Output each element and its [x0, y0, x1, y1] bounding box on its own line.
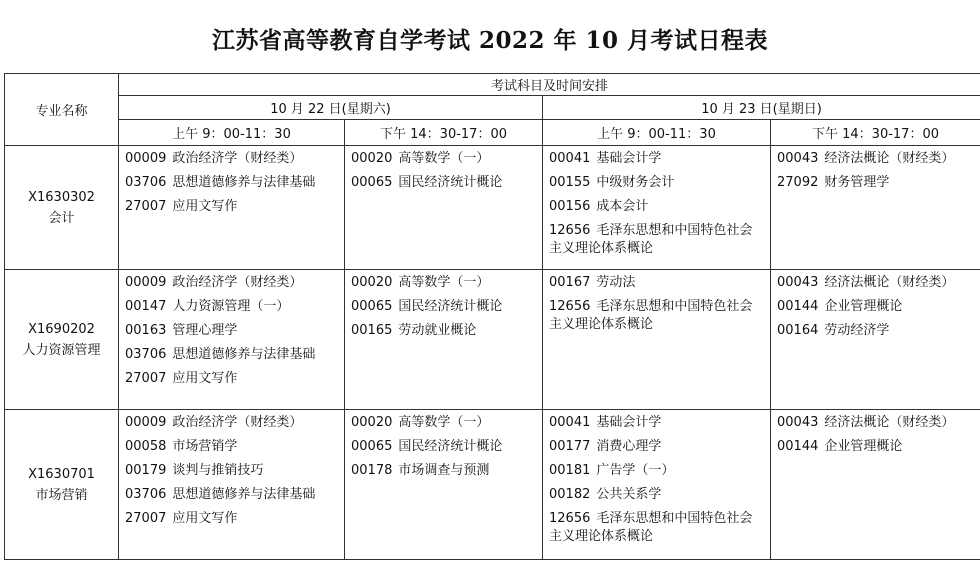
- exam-code: 00156: [549, 199, 591, 214]
- major-row: [5, 146, 980, 270]
- exam-code: 00020: [351, 415, 393, 430]
- exam-code: 00043: [777, 275, 819, 290]
- exam-name: 国民经济统计概论: [398, 175, 503, 190]
- exam-item: [125, 174, 338, 192]
- exam-item: [777, 174, 974, 192]
- exam-code: 00020: [351, 151, 393, 166]
- exam-name: 财务管理学: [824, 175, 890, 190]
- exam-name: 劳动经济学: [824, 323, 890, 338]
- exam-name: 劳动就业概论: [398, 323, 477, 338]
- exam-code: 00065: [351, 299, 393, 314]
- exam-name: 基础会计学: [596, 151, 662, 166]
- exam-item: [125, 298, 338, 316]
- exam-item: [549, 274, 764, 292]
- exam-item: [549, 150, 764, 168]
- exam-code: 00058: [125, 439, 167, 454]
- exam-code: 03706: [125, 347, 167, 362]
- exam-item: [125, 322, 338, 340]
- exam-code: 00182: [549, 487, 591, 502]
- exam-code: 00179: [125, 463, 167, 478]
- session-cell: [119, 146, 345, 270]
- exam-code: 00144: [777, 439, 819, 454]
- exam-item: [549, 414, 764, 432]
- session-header: 上午 9：00-11：30: [543, 120, 771, 146]
- exam-name: 经济法概论（财经类）: [824, 415, 955, 430]
- exam-name: 国民经济统计概论: [398, 439, 503, 454]
- exam-name: 高等数学（一）: [398, 275, 490, 290]
- exam-item: [351, 150, 536, 168]
- exam-item: [351, 462, 536, 480]
- exam-item: [549, 222, 764, 258]
- major-row: [5, 410, 980, 560]
- session-header: 上午 9：00-11：30: [119, 120, 345, 146]
- exam-name: 基础会计学: [596, 415, 662, 430]
- exam-name: 广告学（一）: [596, 463, 675, 478]
- exam-name: 政治经济学（财经类）: [172, 415, 303, 430]
- exam-code: 00065: [351, 175, 393, 190]
- exam-name: 谈判与推销技巧: [172, 463, 264, 478]
- exam-name: 公共关系学: [596, 487, 662, 502]
- exam-item: [549, 486, 764, 504]
- major-cell: [5, 410, 119, 560]
- exam-name: 市场营销学: [172, 439, 238, 454]
- exam-item: [125, 346, 338, 364]
- exam-name: 劳动法: [596, 275, 636, 290]
- exam-name: 经济法概论（财经类）: [824, 151, 955, 166]
- session-cell: [119, 270, 345, 410]
- exam-item: [125, 462, 338, 480]
- exam-name: 高等数学（一）: [398, 415, 490, 430]
- major-name: 会计: [48, 210, 75, 226]
- exam-item: [125, 150, 338, 168]
- exam-code: 00043: [777, 415, 819, 430]
- exam-code: 00020: [351, 275, 393, 290]
- session-cell: [771, 270, 980, 410]
- exam-code: 00009: [125, 275, 167, 290]
- exam-item: [549, 298, 764, 334]
- exam-item: [351, 274, 536, 292]
- exam-code: 00065: [351, 439, 393, 454]
- major-cell: [5, 146, 119, 270]
- exam-code: 03706: [125, 175, 167, 190]
- exam-code: 00167: [549, 275, 591, 290]
- exam-name: 应用文写作: [172, 371, 238, 386]
- session-cell: [345, 146, 543, 270]
- exam-name: 企业管理概论: [824, 439, 903, 454]
- schedule-body: [5, 146, 980, 560]
- exam-name: 人力资源管理（一）: [172, 299, 290, 314]
- exam-name: 经济法概论（财经类）: [824, 275, 955, 290]
- exam-code: 00181: [549, 463, 591, 478]
- exam-item: [777, 322, 974, 340]
- exam-code: 00164: [777, 323, 819, 338]
- exam-name: 高等数学（一）: [398, 151, 490, 166]
- exam-code: 00165: [351, 323, 393, 338]
- exam-code: 00177: [549, 439, 591, 454]
- exam-code: 00155: [549, 175, 591, 190]
- exam-name: 市场调查与预测: [398, 463, 490, 478]
- session-cell: [543, 146, 771, 270]
- exam-item: [777, 298, 974, 316]
- session-header: 下午 14：30-17：00: [345, 120, 543, 146]
- exam-code: 00041: [549, 415, 591, 430]
- major-code: X1690202: [28, 321, 95, 337]
- exam-name: 管理心理学: [172, 323, 238, 338]
- exam-item: [549, 510, 764, 546]
- schedule-header: 考试科目及时间安排: [119, 74, 980, 96]
- exam-item: [351, 414, 536, 432]
- exam-item: [351, 298, 536, 316]
- exam-code: 00163: [125, 323, 167, 338]
- exam-item: [125, 438, 338, 456]
- major-name: 市场营销: [35, 487, 88, 503]
- exam-item: [125, 198, 338, 216]
- exam-item: [125, 510, 338, 528]
- session-cell: [345, 270, 543, 410]
- exam-code: 00144: [777, 299, 819, 314]
- exam-item: [125, 370, 338, 388]
- page-title: 江苏省高等教育自学考试 2022 年 10 月考试日程表: [211, 27, 769, 54]
- exam-code: 27007: [125, 199, 167, 214]
- session-cell: [543, 410, 771, 560]
- exam-item: [777, 414, 974, 432]
- session-cell: [345, 410, 543, 560]
- major-name: 人力资源管理: [22, 342, 101, 358]
- exam-code: 27092: [777, 175, 819, 190]
- exam-code: 00147: [125, 299, 167, 314]
- exam-code: 00178: [351, 463, 393, 478]
- exam-name: 政治经济学（财经类）: [172, 151, 303, 166]
- exam-schedule-table: [4, 73, 980, 560]
- exam-item: [125, 414, 338, 432]
- exam-name: 应用文写作: [172, 511, 238, 526]
- session-cell: [771, 410, 980, 560]
- exam-code: 12656: [549, 223, 591, 238]
- exam-item: [125, 274, 338, 292]
- exam-code: 00009: [125, 151, 167, 166]
- exam-item: [777, 150, 974, 168]
- day-header-2: 10 月 23 日(星期日): [543, 96, 980, 120]
- exam-item: [777, 274, 974, 292]
- session-cell: [771, 146, 980, 270]
- major-code: X1630302: [28, 189, 95, 205]
- exam-item: [549, 198, 764, 216]
- exam-code: 27007: [125, 511, 167, 526]
- session-header: 下午 14：30-17：00: [771, 120, 980, 146]
- exam-name: 企业管理概论: [824, 299, 903, 314]
- exam-item: [351, 322, 536, 340]
- exam-name: 思想道德修养与法律基础: [172, 175, 316, 190]
- exam-item: [549, 438, 764, 456]
- exam-code: 00041: [549, 151, 591, 166]
- exam-code: 12656: [549, 299, 591, 314]
- exam-name: 毛泽东思想和中国特色社会主义理论体系概论: [549, 223, 753, 256]
- exam-item: [125, 486, 338, 504]
- exam-item: [351, 438, 536, 456]
- exam-name: 成本会计: [596, 199, 649, 214]
- exam-name: 毛泽东思想和中国特色社会主义理论体系概论: [549, 511, 753, 544]
- exam-item: [549, 174, 764, 192]
- exam-name: 国民经济统计概论: [398, 299, 503, 314]
- exam-name: 政治经济学（财经类）: [172, 275, 303, 290]
- exam-name: 思想道德修养与法律基础: [172, 487, 316, 502]
- exam-code: 03706: [125, 487, 167, 502]
- exam-name: 应用文写作: [172, 199, 238, 214]
- major-cell: [5, 270, 119, 410]
- exam-code: 12656: [549, 511, 591, 526]
- session-cell: [543, 270, 771, 410]
- exam-name: 思想道德修养与法律基础: [172, 347, 316, 362]
- major-code: X1630701: [28, 466, 95, 482]
- exam-item: [549, 462, 764, 480]
- exam-item: [351, 174, 536, 192]
- exam-code: 27007: [125, 371, 167, 386]
- major-header: 专业名称: [5, 74, 119, 146]
- exam-item: [777, 438, 974, 456]
- exam-code: 00043: [777, 151, 819, 166]
- major-row: [5, 270, 980, 410]
- day-header-1: 10 月 22 日(星期六): [119, 96, 543, 120]
- exam-name: 中级财务会计: [596, 175, 675, 190]
- exam-name: 消费心理学: [596, 439, 662, 454]
- exam-code: 00009: [125, 415, 167, 430]
- exam-name: 毛泽东思想和中国特色社会主义理论体系概论: [549, 299, 753, 332]
- session-cell: [119, 410, 345, 560]
